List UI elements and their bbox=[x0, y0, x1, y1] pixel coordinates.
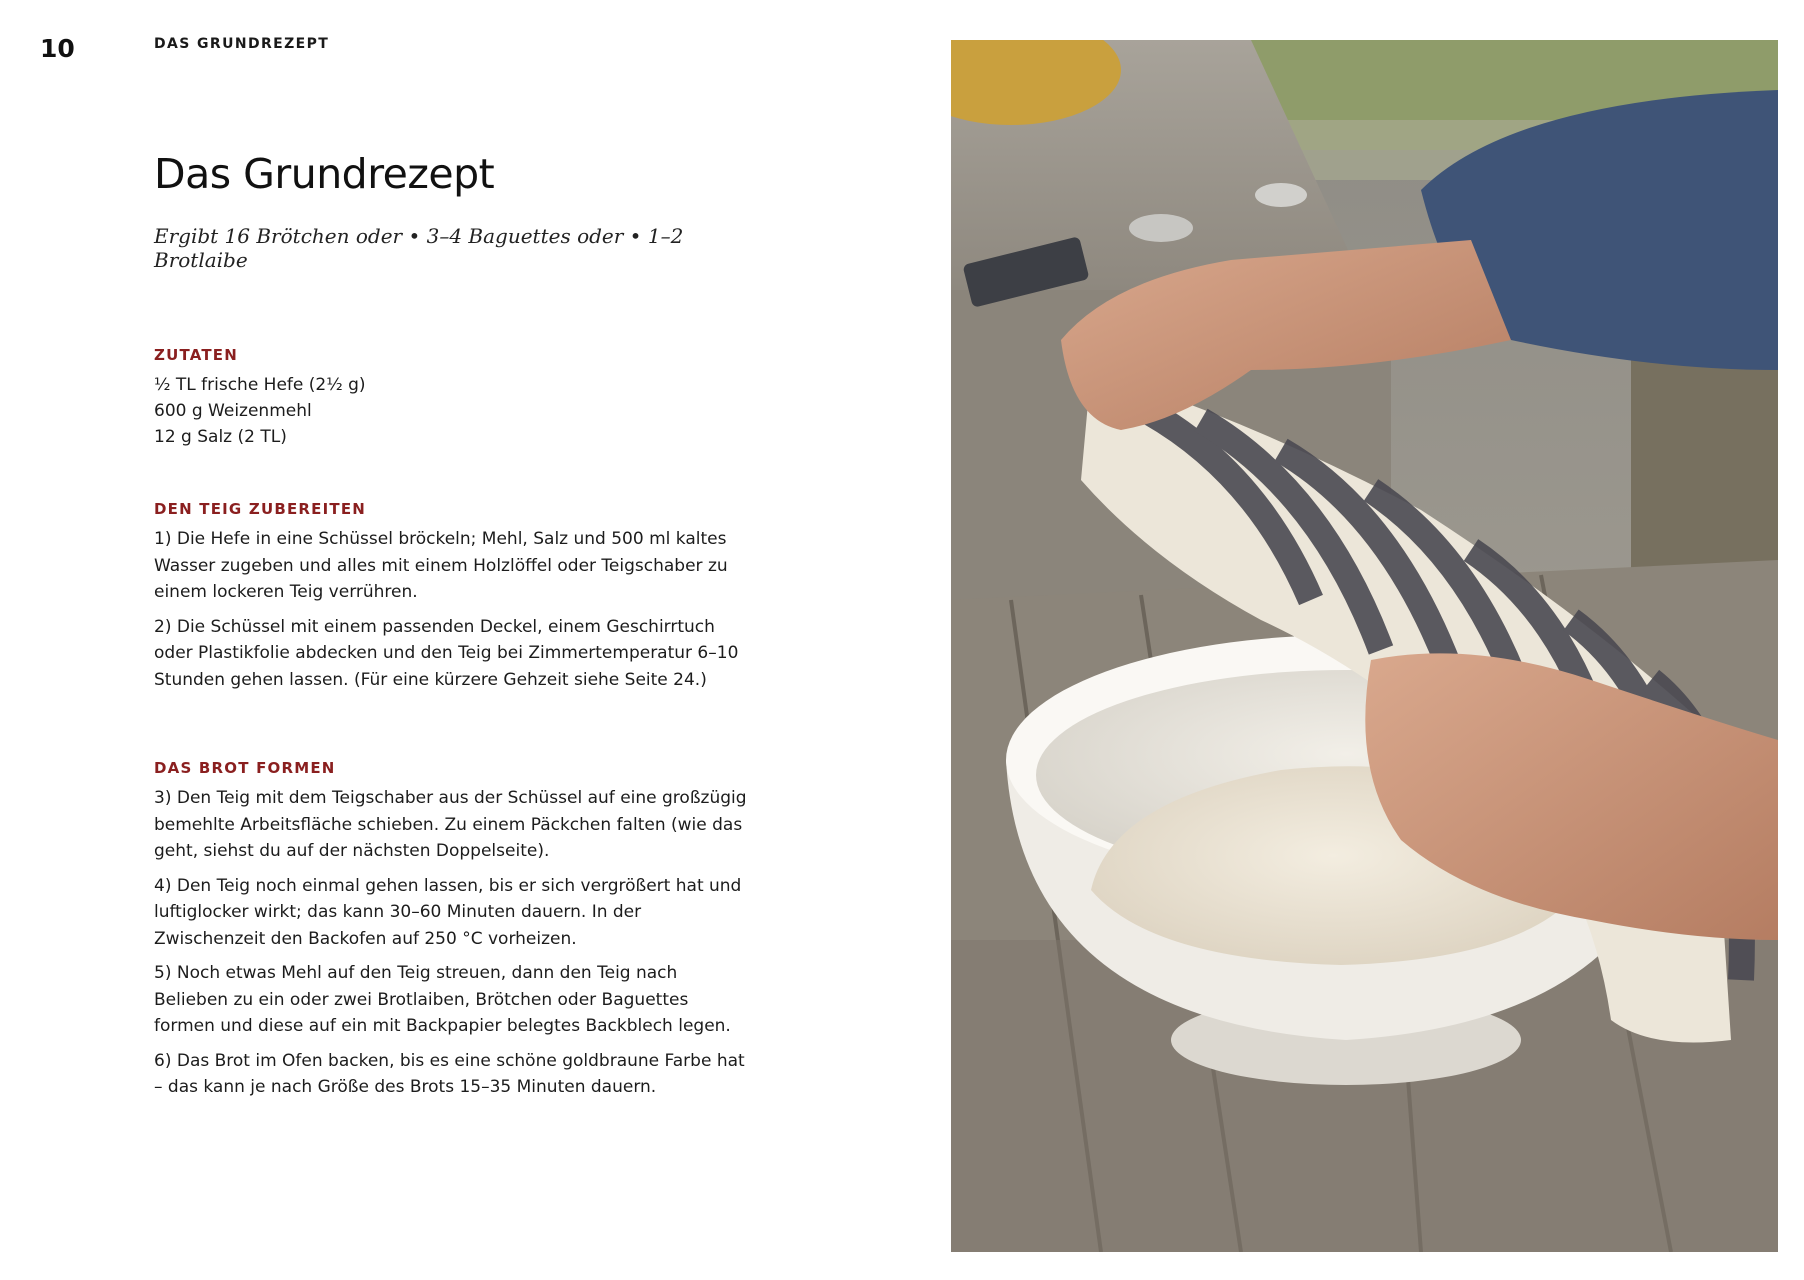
step-paragraph: 1) Die Hefe in eine Schüssel bröckeln; Mehl, Salz und 500 ml kaltes Wasser zugeben und alles mit einem Holzlöffel oder Teigschaber zu einem lockeren Teig verrühren. bbox=[154, 529, 728, 602]
step-paragraph: 4) Den Teig noch einmal gehen lassen, bis er sich vergrößert hat und luftiglocker wirkt; das kann 30–60 Minuten dauern. In der Zwischenzeit den Backofen auf 250 °C vorheizen. bbox=[154, 875, 742, 949]
step-paragraph: 6) Das Brot im Ofen backen, bis es eine schöne goldbraune Farbe hat – das kann je nach Größe des Brots 15–35 Minuten dauern. bbox=[154, 1050, 745, 1097]
recipe-title: Das Grundrezept bbox=[154, 150, 495, 198]
dough-bowl-illustration bbox=[951, 40, 1778, 1252]
ingredient-item: ½ TL frische Hefe (2½ g) bbox=[154, 375, 366, 395]
shaping-heading: DAS BROT FORMEN bbox=[154, 759, 336, 777]
ingredients-list bbox=[154, 372, 754, 450]
recipe-photo bbox=[951, 40, 1778, 1252]
recipe-content bbox=[154, 150, 754, 1109]
step-paragraph: 2) Die Schüssel mit einem passenden Deckel, einem Geschirrtuch oder Plastikfolie abdecken und den Teig bei Zimmertemperatur 6–10 Stunden gehen lassen. (Für eine kürzere Gehzeit siehe Seite 24.) bbox=[154, 616, 739, 690]
ingredient-item: 12 g Salz (2 TL) bbox=[154, 427, 287, 447]
ingredients-heading: ZUTATEN bbox=[154, 346, 239, 364]
step-paragraph: 3) Den Teig mit dem Teigschaber aus der Schüssel auf eine großzügig bemehlte Arbeitsfläche schieben. Zu einem Päckchen falten (wie das geht, siehst du auf der nächsten Doppelseite). bbox=[154, 788, 747, 861]
ingredient-item: 600 g Weizenmehl bbox=[154, 401, 312, 421]
step-paragraph: 5) Noch etwas Mehl auf den Teig streuen, dann den Teig nach Belieben zu ein oder zwei Brotlaiben, Brötchen oder Baguettes formen und diese auf ein mit Backpapier belegtes Backblech legen. bbox=[154, 963, 731, 1036]
running-head: DAS GRUNDREZEPT bbox=[154, 36, 330, 52]
page-number: 10 bbox=[40, 34, 75, 63]
dough-heading: DEN TEIG ZUBEREITEN bbox=[154, 500, 367, 518]
recipe-yield: Ergibt 16 Brötchen oder • 3–4 Baguettes oder • 1–2 Brotlaibe bbox=[154, 224, 684, 272]
